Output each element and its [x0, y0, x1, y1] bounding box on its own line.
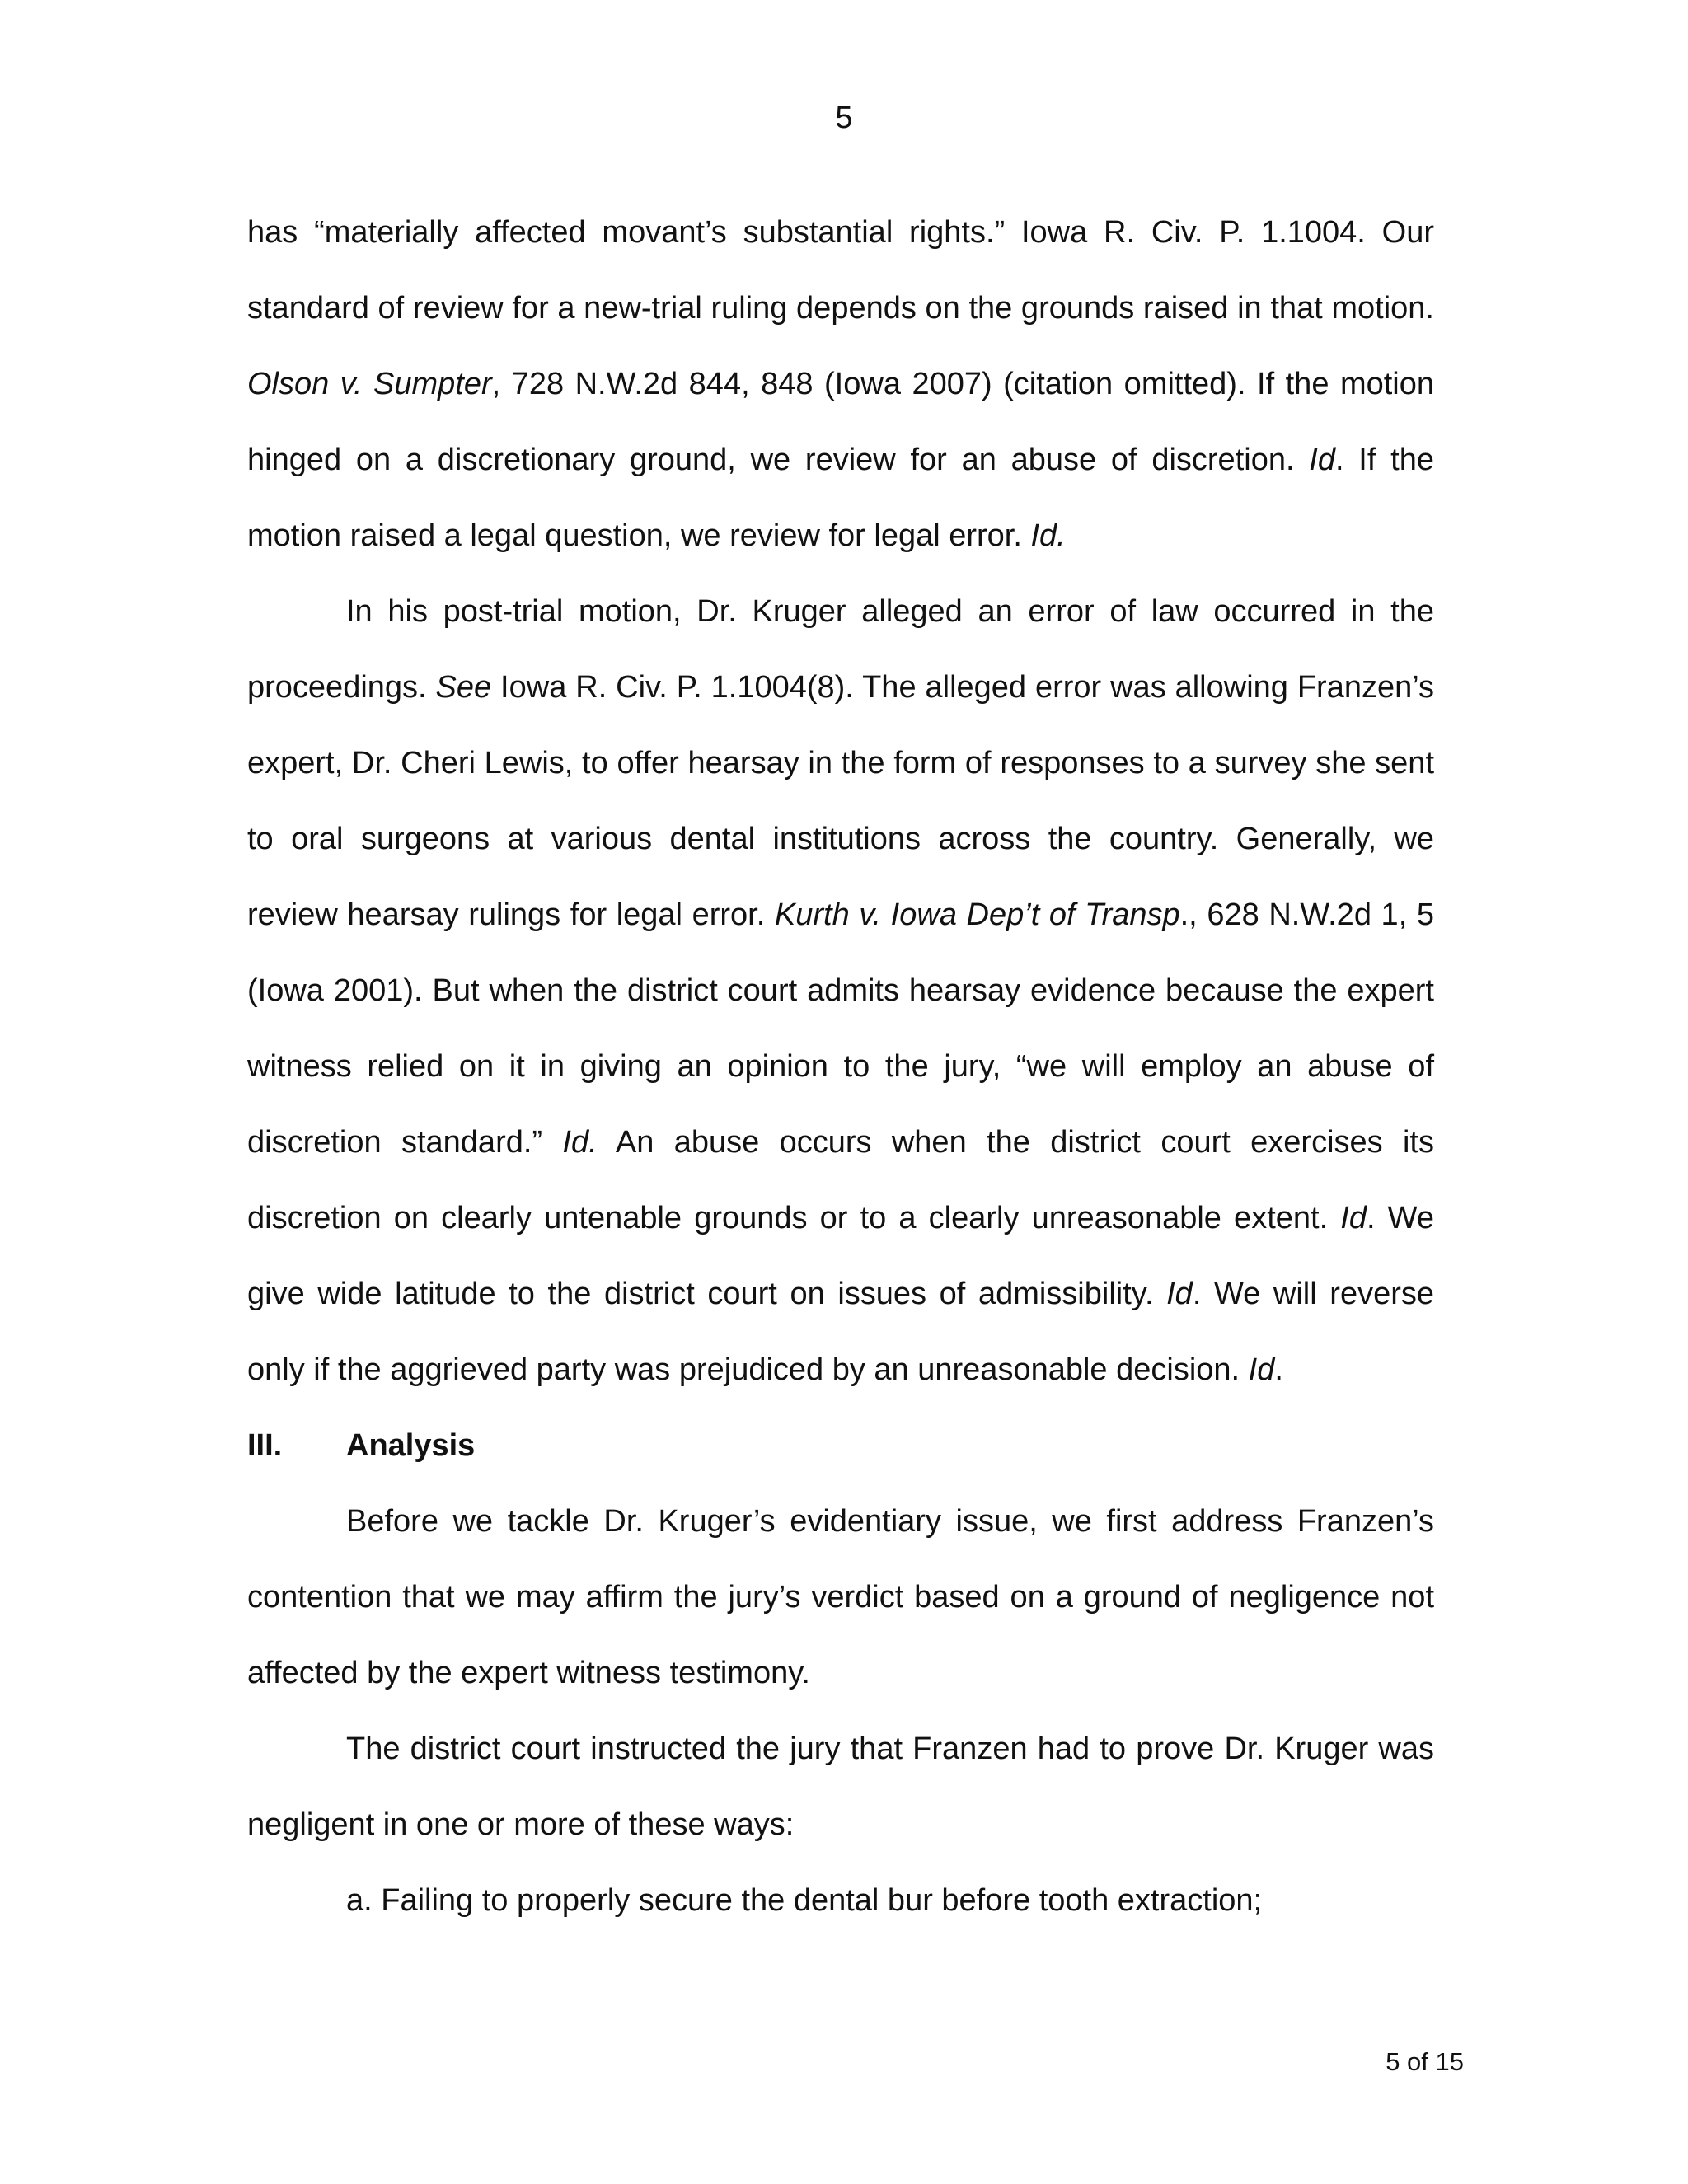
- list-item: a. Failing to properly secure the dental bur before tooth extraction;: [346, 1883, 1263, 1918]
- citation-text: Id: [1340, 1201, 1367, 1235]
- page-number: 5: [835, 101, 853, 135]
- citation-text: Id: [1309, 443, 1335, 477]
- body-text: .: [1274, 1352, 1283, 1387]
- body-text: has “materially affected movant’s substantial rights.” Iowa R. Civ. P. 1.1004. Our standard of review for a new-trial ruling depends on the grounds raised in that motion.: [247, 215, 1434, 326]
- body-text: Iowa R. Civ. P. 1.1004(8). The alleged error was allowing Franzen’s expert, Dr. Cheri Lewis, to offer hearsay in the form of responses to a survey she sent to oral surgeons at various dental institutions across the country. Generally, we review hearsay rulings for legal error.: [247, 670, 1434, 932]
- body-text: ., 628 N.W.2d 1, 5 (Iowa 2001). But when the district court admits hearsay evidence because the expert witness relied on it in giving an opinion to the jury, “we will employ an abuse of discretion standard.”: [247, 898, 1434, 1160]
- paragraph-post-trial-motion: [247, 574, 1434, 1408]
- citation-text: Id: [1248, 1352, 1275, 1387]
- paragraph-standard-of-review: [247, 194, 1434, 574]
- citation-text: Id.: [562, 1125, 598, 1160]
- citation-text: Olson v. Sumpter: [247, 367, 492, 401]
- section-heading: [247, 1408, 1434, 1483]
- body-text: An abuse occurs when the district court exercises its discretion on clearly untenable grounds or to a clearly unreasonable extent.: [247, 1125, 1434, 1235]
- section-title: Analysis: [346, 1428, 476, 1463]
- section-number: III.: [247, 1428, 283, 1463]
- body-text: . We give wide latitude to the district court on issues of admissibility.: [247, 1201, 1434, 1311]
- document-body: [247, 194, 1434, 1938]
- page-footer: 5 of 15: [1386, 2047, 1464, 2076]
- body-text: . If the motion raised a legal question, we review for legal error.: [247, 443, 1434, 553]
- body-text: . We will reverse only if the aggrieved party was prejudiced by an unreasonable decision.: [247, 1277, 1435, 1387]
- citation-text: Id.: [1030, 518, 1066, 553]
- body-text: , 728 N.W.2d 844, 848 (Iowa 2007) (citation omitted). If the motion hinged on a discretionary ground, we review for an abuse of discretion.: [247, 367, 1435, 477]
- body-text: In his post-trial motion, Dr. Kruger alleged an error of law occurred in the proceedings.: [247, 594, 1434, 705]
- paragraph-evidentiary-issue: Before we tackle Dr. Kruger’s evidentiary issue, we first address Franzen’s contention that we may affirm the jury’s verdict based on a ground of negligence not affected by the expert witness testimony.: [247, 1504, 1434, 1690]
- citation-text: See: [435, 670, 492, 705]
- citation-text: Id: [1166, 1277, 1193, 1311]
- citation-text: Kurth v. Iowa Dep’t of Transp: [774, 898, 1180, 932]
- paragraph-jury-instruction: The district court instructed the jury that Franzen had to prove Dr. Kruger was negligent in one or more of these ways:: [247, 1732, 1434, 1842]
